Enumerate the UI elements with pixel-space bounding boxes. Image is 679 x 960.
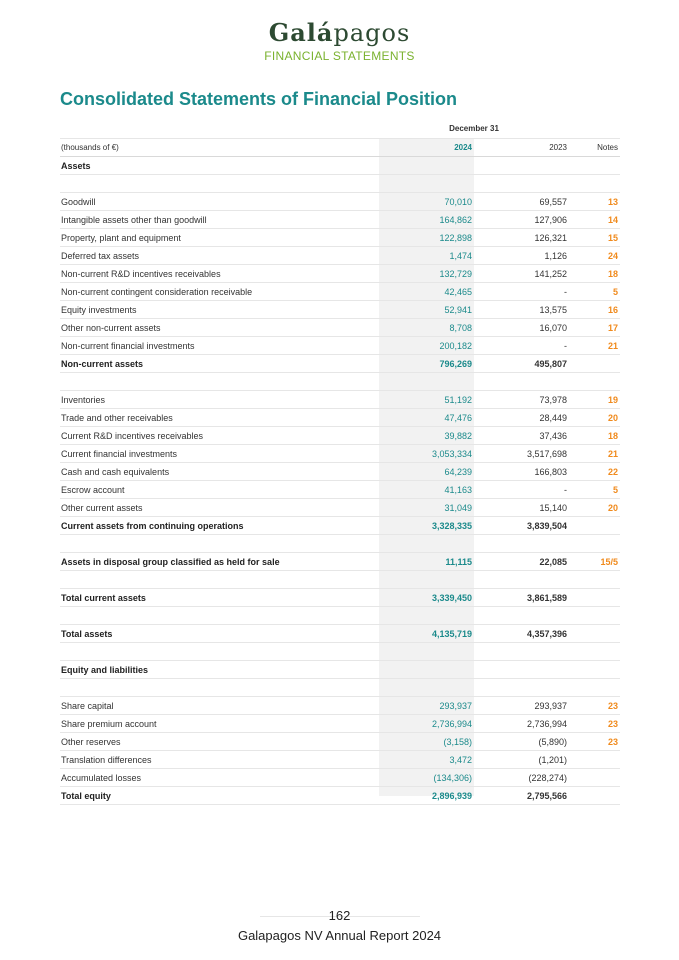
value-2023: 141,252: [534, 269, 567, 279]
value-2024: (3,158): [443, 737, 472, 747]
value-2024: 796,269: [439, 359, 472, 369]
value-2024: 8,708: [449, 323, 472, 333]
value-2023: 1,126: [544, 251, 567, 261]
note-ref: 21: [607, 341, 618, 351]
value-2023: 3,839,504: [526, 521, 567, 531]
note-ref: 20: [607, 413, 618, 423]
row-label: Escrow account: [61, 485, 125, 495]
table-row: [60, 553, 620, 571]
table-row: [60, 337, 620, 355]
note-ref: 16: [607, 305, 618, 315]
row-label: Non-current R&D incentives receivables: [61, 269, 221, 279]
table-row: [60, 247, 620, 265]
value-2024: 64,239: [444, 467, 472, 477]
value-2024: 3,328,335: [431, 521, 472, 531]
value-2023: 166,803: [534, 467, 567, 477]
value-2024: 132,729: [439, 269, 472, 279]
value-2024: 11,115: [445, 557, 472, 567]
period-header: December 31: [449, 124, 499, 133]
table-row: [60, 481, 620, 499]
row-label: Other reserves: [61, 737, 121, 747]
value-2024: (134,306): [433, 773, 472, 783]
row-label: Non-current financial investments: [61, 341, 195, 351]
table-row: [60, 265, 620, 283]
value-2024: 2,896,939: [431, 791, 472, 801]
table-row: [60, 229, 620, 247]
table-row: [60, 427, 620, 445]
table-row: [60, 391, 620, 409]
note-ref: 18: [607, 431, 618, 441]
note-ref: 23: [607, 737, 618, 747]
value-2024: 293,937: [439, 701, 472, 711]
value-2023: 28,449: [539, 413, 567, 423]
note-ref: 24: [607, 251, 618, 261]
row-label: Accumulated losses: [61, 773, 142, 783]
table-column-header: [60, 138, 620, 157]
table-row: [60, 499, 620, 517]
table-row: [60, 733, 620, 751]
table-row: [60, 355, 620, 373]
value-2023: 2,795,566: [526, 791, 567, 801]
note-ref: 18: [607, 269, 618, 279]
table-row: [60, 301, 620, 319]
note-ref: 14: [607, 215, 618, 225]
note-ref: 23: [607, 719, 618, 729]
table-spacer-row: [60, 175, 620, 193]
table-spacer-row: [60, 373, 620, 391]
value-2023: 127,906: [534, 215, 567, 225]
table-row: [60, 715, 620, 733]
note-ref: 13: [607, 197, 618, 207]
row-label: Equity and liabilities: [61, 665, 149, 675]
table-row: [60, 517, 620, 535]
note-ref: 21: [607, 449, 618, 459]
table-row: [60, 193, 620, 211]
row-label: Goodwill: [61, 197, 96, 207]
financial-position-table: [60, 121, 620, 805]
logo-wordmark: [0, 18, 679, 47]
column-header-notes: Notes: [597, 143, 618, 152]
table-row: [60, 211, 620, 229]
value-2024: 51,192: [444, 395, 472, 405]
value-2023: 69,557: [539, 197, 567, 207]
value-2024: 164,862: [439, 215, 472, 225]
row-label: Equity investments: [61, 305, 137, 315]
value-2024: 3,339,450: [431, 593, 472, 603]
value-2024: 42,465: [444, 287, 472, 297]
value-2024: 122,898: [439, 233, 472, 243]
value-2024: 52,941: [444, 305, 472, 315]
value-2023: 16,070: [539, 323, 567, 333]
row-label: Total equity: [61, 791, 111, 801]
row-label: Assets in disposal group classified as held for sale: [61, 557, 280, 567]
value-2023: (228,274): [528, 773, 567, 783]
note-ref: 19: [607, 395, 618, 405]
note-ref: 5: [612, 287, 618, 297]
page-number: 162: [328, 908, 351, 923]
row-label: Current R&D incentives receivables: [61, 431, 204, 441]
page-title: Consolidated Statements of Financial Position: [60, 89, 458, 109]
row-label: Current assets from continuing operations: [61, 521, 244, 531]
row-label: Cash and cash equivalents: [61, 467, 170, 477]
value-2024: 2,736,994: [431, 719, 472, 729]
column-header-2024: 2024: [454, 143, 472, 152]
note-ref: 22: [607, 467, 618, 477]
value-2023: (1,201): [538, 755, 567, 765]
value-2024: 3,472: [449, 755, 472, 765]
note-ref: 5: [612, 485, 618, 495]
value-2024: 39,882: [444, 431, 472, 441]
table-spacer-row: [60, 607, 620, 625]
row-label: Share premium account: [61, 719, 157, 729]
value-2023: 73,978: [539, 395, 567, 405]
value-2023: 37,436: [539, 431, 567, 441]
table-row: [60, 409, 620, 427]
value-2024: 1,474: [449, 251, 472, 261]
page-footer: [0, 908, 679, 943]
row-label: Other current assets: [61, 503, 143, 513]
company-logo: [0, 18, 679, 63]
table-row: [60, 283, 620, 301]
table-spacer-row: [60, 571, 620, 589]
value-2023: 4,357,396: [526, 629, 567, 639]
row-label: Property, plant and equipment: [61, 233, 181, 243]
value-2023: 293,937: [534, 701, 567, 711]
table-row: [60, 661, 620, 679]
value-2023: -: [564, 341, 567, 351]
row-label: Translation differences: [61, 755, 152, 765]
note-ref: 15: [607, 233, 618, 243]
value-2023: 15,140: [539, 503, 567, 513]
value-2023: -: [564, 485, 567, 495]
row-label: Non-current assets: [61, 359, 144, 369]
logo-wordmark-light: pagos: [333, 19, 411, 47]
table-row: [60, 697, 620, 715]
table-row: [60, 751, 620, 769]
value-2023: 2,736,994: [526, 719, 567, 729]
table-body: [60, 157, 620, 805]
report-title: Galapagos NV Annual Report 2024: [237, 928, 442, 943]
table-spacer-row: [60, 643, 620, 661]
value-2024: 31,049: [444, 503, 472, 513]
value-2024: 3,053,334: [431, 449, 472, 459]
column-header-2023: 2023: [549, 143, 567, 152]
table-row: [60, 157, 620, 175]
row-label: Share capital: [61, 701, 114, 711]
table-row: [60, 589, 620, 607]
table-row: [60, 769, 620, 787]
table-period-header: [60, 121, 620, 138]
row-label: Current financial investments: [61, 449, 178, 459]
table-row: [60, 463, 620, 481]
value-2023: 495,807: [534, 359, 567, 369]
note-ref: 23: [607, 701, 618, 711]
value-2023: -: [564, 287, 567, 297]
row-label: Assets: [61, 161, 91, 171]
value-2024: 70,010: [444, 197, 472, 207]
row-label: Intangible assets other than goodwill: [61, 215, 207, 225]
note-ref: 17: [607, 323, 618, 333]
logo-wordmark-bold: Galá: [268, 18, 334, 47]
note-ref: 20: [607, 503, 618, 513]
row-label: Non-current contingent consideration receivable: [61, 287, 253, 297]
row-label: Total assets: [61, 629, 113, 639]
table-spacer-row: [60, 679, 620, 697]
units-label: (thousands of €): [61, 143, 119, 152]
note-ref: 15/5: [600, 557, 618, 567]
value-2024: 47,476: [444, 413, 472, 423]
row-label: Trade and other receivables: [61, 413, 173, 423]
value-2024: 41,163: [444, 485, 472, 495]
value-2024: 200,182: [439, 341, 472, 351]
row-label: Other non-current assets: [61, 323, 161, 333]
row-label: Inventories: [61, 395, 106, 405]
value-2023: 3,861,589: [526, 593, 567, 603]
table-row: [60, 625, 620, 643]
section-subtitle: FINANCIAL STATEMENTS: [264, 49, 415, 63]
table-spacer-row: [60, 535, 620, 553]
row-label: Total current assets: [61, 593, 146, 603]
value-2023: 3,517,698: [526, 449, 567, 459]
table-row: [60, 319, 620, 337]
value-2023: 126,321: [534, 233, 567, 243]
value-2023: 13,575: [539, 305, 567, 315]
value-2024: 4,135,719: [431, 629, 472, 639]
table-row: [60, 445, 620, 463]
value-2023: (5,890): [538, 737, 567, 747]
value-2023: 22,085: [539, 557, 567, 567]
row-label: Deferred tax assets: [61, 251, 140, 261]
table-row: [60, 787, 620, 805]
